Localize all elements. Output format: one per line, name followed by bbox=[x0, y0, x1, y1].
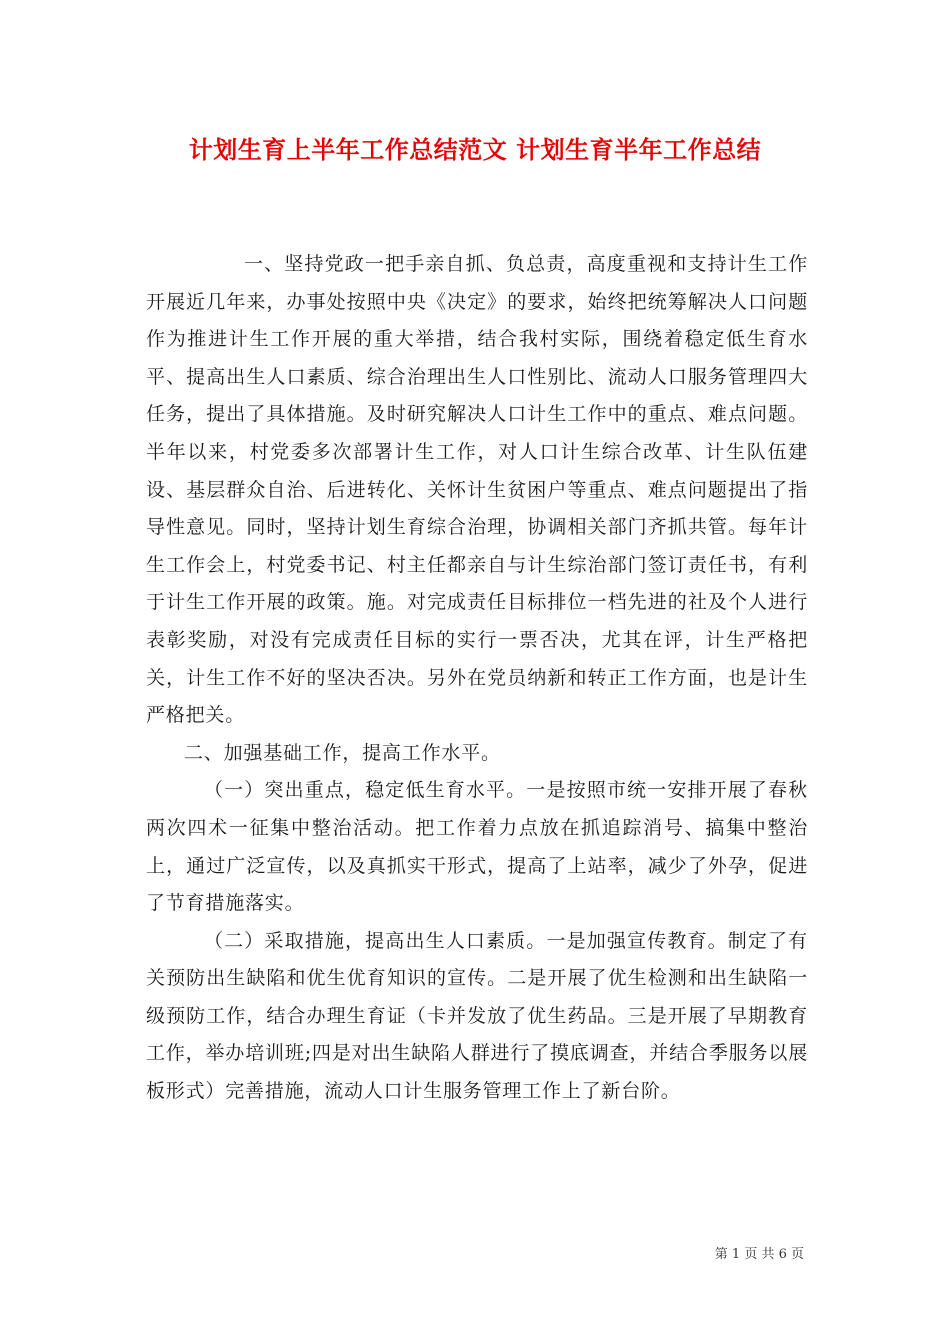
paragraph-4: （二）采取措施，提高出生人口素质。一是加强宣传教育。制定了有关预防出生缺陷和优生优育知识的宣传。二是开展了优生检测和出生缺陷一级预防工作，结合办理生育证（卡并发放了优生药品。三是开展了早期教育工作，举办培训班;四是对出生缺陷人群进行了摸底调查，并结合季服务以展板形式）完善措施，流动人口计生服务管理工作上了新台阶。 bbox=[146, 929, 808, 1103]
paragraph-3: （一）突出重点，稳定低生育水平。一是按照市统一安排开展了春秋两次四术一征集中整治活动。把工作着力点放在抓追踪消号、搞集中整治上，通过广泛宣传，以及真抓实干形式，提高了上站率，减少了外孕，促进了节育措施落实。 bbox=[146, 779, 808, 915]
paragraph-2-heading: 二、加强基础工作，提高工作水平。 bbox=[184, 741, 501, 764]
page-number-footer: 第 1 页 共 6 页 bbox=[714, 1247, 804, 1262]
paragraph-1: 一、坚持党政一把手亲自抓、负总责，高度重视和支持计生工作开展近几年来，办事处按照中央《决定》的要求，始终把统筹解决人口问题作为推进计生工作开展的重大举措，结合我村实际，围绕着稳定低生育水平、提高出生人口素质、综合治理出生人口性别比、流动人口服务管理四大任务，提出了具体措施。及时研究解决人口计生工作中的重点、难点问题。半年以来，村党委多次部署计生工作，对人口计生综合改革、计生队伍建设、基层群众自治、后进转化、关怀计生贫困户等重点、难点问题提出了指导性意见。同时，坚持计划生育综合治理，协调相关部门齐抓共管。每年计生工作会上，村党委书记、村主任都亲自与计生综治部门签订责任书，有利于计生工作开展的政策。施。对完成责任目标排位一档先进的社及个人进行表彰奖励，对没有完成责任目标的实行一票否决，尤其在评，计生严格把关，计生工作不好的坚决否决。另外在党员纳新和转正工作方面，也是计生严格把关。 bbox=[146, 253, 808, 727]
document-body bbox=[146, 246, 808, 1111]
document-title: 计划生育上半年工作总结范文 计划生育半年工作总结 bbox=[188, 135, 762, 164]
